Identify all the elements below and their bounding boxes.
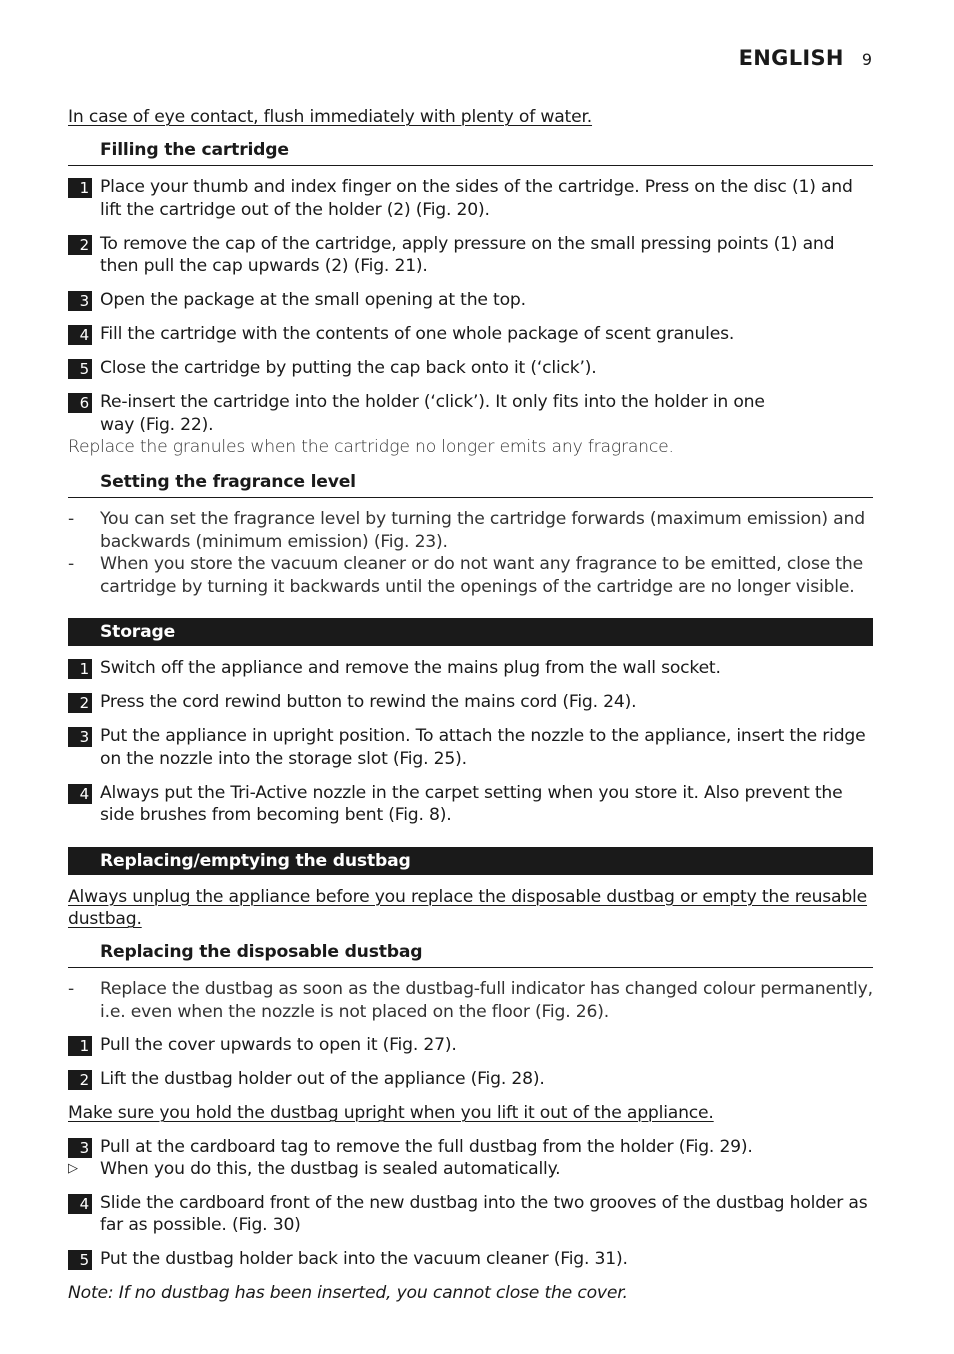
storage-heading: Storage xyxy=(68,618,873,646)
page-number: 9 xyxy=(861,50,872,69)
upright-warning: Make sure you hold the dustbag upright when you lift it out of the appliance. xyxy=(68,1103,714,1123)
filling-heading: Filling the cartridge xyxy=(68,139,873,167)
filling-step xyxy=(68,176,873,221)
step-text: Pull the cover upwards to open it (Fig. 27). xyxy=(100,1035,457,1055)
step-number: 2 xyxy=(68,235,92,255)
eye-contact-warning: In case of eye contact, flush immediately with plenty of water. xyxy=(68,107,593,127)
step-number: 3 xyxy=(68,291,92,311)
dustbag-step xyxy=(68,1248,873,1271)
step-number: 6 xyxy=(68,393,92,413)
language-label: ENGLISH xyxy=(738,46,844,70)
step-text: Slide the cardboard front of the new dustbag into the two grooves of the dustbag holder as far as possible. (Fig. 30) xyxy=(100,1192,868,1235)
bullet-text: Replace the dustbag as soon as the dustbag-full indicator has changed colour permanently, i.e. even when the nozzle is not placed on the floor (Fig. 26). xyxy=(100,979,873,1022)
step-text: Re-insert the cartridge into the holder (‘click’). It only fits into the holder in one way (Fig. 22). xyxy=(100,392,765,435)
step-text: Switch off the appliance and remove the mains plug from the wall socket. xyxy=(100,658,721,678)
storage-step xyxy=(68,691,873,714)
step-number: 1 xyxy=(68,1036,92,1056)
bullet-item xyxy=(68,978,873,1023)
dash-marker: - xyxy=(68,554,75,574)
step-number: 3 xyxy=(68,1138,92,1158)
result-arrow-icon: ▷ xyxy=(68,1161,78,1176)
dustbag-step xyxy=(68,1136,873,1159)
step-number: 4 xyxy=(68,1194,92,1214)
step-number: 4 xyxy=(68,325,92,345)
unplug-warning: Always unplug the appliance before you replace the disposable dustbag or empty the reusable dustbag. xyxy=(68,886,868,929)
bullet-item xyxy=(68,553,873,598)
filling-step xyxy=(68,289,873,312)
bullet-item xyxy=(68,508,873,553)
filling-step xyxy=(68,323,873,346)
filling-step xyxy=(68,391,873,436)
step-text: Fill the cartridge with the contents of one whole package of scent granules. xyxy=(100,324,735,344)
dustbag-step xyxy=(68,1068,873,1091)
bullet-text: You can set the fragrance level by turning the cartridge forwards (maximum emission) and backwards (minimum emission) (Fig. 23). xyxy=(100,509,865,552)
replace-granules-note: Replace the granules when the cartridge no longer emits any fragrance. xyxy=(68,437,674,457)
step-result xyxy=(68,1158,873,1181)
result-text: When you do this, the dustbag is sealed automatically. xyxy=(100,1159,561,1179)
dustbag-step xyxy=(68,1034,873,1057)
filling-step xyxy=(68,233,873,278)
storage-step xyxy=(68,782,873,827)
step-text: Close the cartridge by putting the cap back onto it (‘click’). xyxy=(100,358,597,378)
step-text: Lift the dustbag holder out of the appliance (Fig. 28). xyxy=(100,1069,545,1089)
step-number: 4 xyxy=(68,784,92,804)
page-content xyxy=(68,106,873,1305)
step-number: 1 xyxy=(68,178,92,198)
step-number: 2 xyxy=(68,1070,92,1090)
filling-step xyxy=(68,357,873,380)
step-text: Put the dustbag holder back into the vacuum cleaner (Fig. 31). xyxy=(100,1249,628,1269)
step-text: To remove the cap of the cartridge, apply pressure on the small pressing points (1) and then pull the cap upwards (2) (Fig. 21). xyxy=(100,233,835,276)
cover-note: Note: If no dustbag has been inserted, you cannot close the cover. xyxy=(68,1283,628,1303)
dustbag-step xyxy=(68,1192,873,1237)
fragrance-bullets xyxy=(68,508,873,598)
storage-step xyxy=(68,725,873,770)
step-text: Put the appliance in upright position. To attach the nozzle to the appliance, insert the ridge on the nozzle into the storage slot (Fig. 25). xyxy=(100,726,866,769)
step-text: Place your thumb and index finger on the sides of the cartridge. Press on the disc (1) and lift the cartridge out of the holder (2) (Fig. 20). xyxy=(100,177,853,220)
step-number: 2 xyxy=(68,693,92,713)
disposable-dustbag-heading: Replacing the disposable dustbag xyxy=(68,941,873,969)
dustbag-heading: Replacing/emptying the dustbag xyxy=(68,847,873,875)
step-text: Press the cord rewind button to rewind the mains cord (Fig. 24). xyxy=(100,692,637,712)
dash-marker: - xyxy=(68,509,75,529)
step-number: 3 xyxy=(68,727,92,747)
page-header xyxy=(739,46,872,70)
storage-step xyxy=(68,657,873,680)
step-text: Pull at the cardboard tag to remove the full dustbag from the holder (Fig. 29). xyxy=(100,1136,753,1157)
step-number: 1 xyxy=(68,659,92,679)
step-text: Always put the Tri-Active nozzle in the carpet setting when you store it. Also prevent the side brushes from becoming bent (Fig. 8). xyxy=(100,782,843,825)
step-number: 5 xyxy=(68,359,92,379)
bullet-text: When you store the vacuum cleaner or do not want any fragrance to be emitted, close the cartridge by turning it backwards until the openings of the cartridge are no longer visible. xyxy=(100,554,863,597)
step-text: Open the package at the small opening at the top. xyxy=(100,290,526,310)
step-number: 5 xyxy=(68,1250,92,1270)
fragrance-heading: Setting the fragrance level xyxy=(68,471,873,499)
dash-marker: - xyxy=(68,979,75,999)
